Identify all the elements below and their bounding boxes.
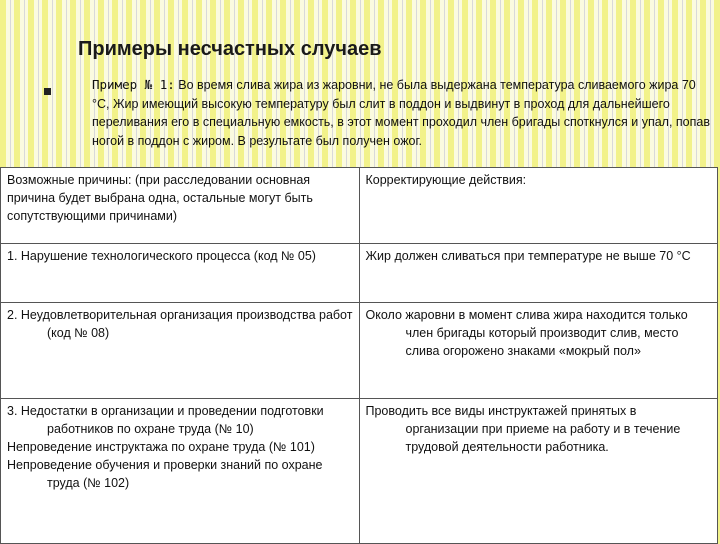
cause-cell xyxy=(1,399,360,544)
causes-actions-table xyxy=(0,167,718,544)
action-cell xyxy=(359,303,718,399)
table-row xyxy=(1,244,718,303)
action-text: Жир должен сливаться при температуре не выше 70 °С xyxy=(365,249,691,263)
bullet-marker xyxy=(44,88,51,95)
header-causes: Возможные причины: (при расследовании основная причина будет выбрана одна, остальные могут быть сопутствующими причинами) xyxy=(1,168,360,244)
header-actions: Корректирующие действия: xyxy=(359,168,718,244)
cause-line: 1. Нарушение технологического процесса (код № 05) xyxy=(7,249,316,263)
example-description xyxy=(92,76,714,150)
action-cell xyxy=(359,399,718,544)
action-text: Около жаровни в момент слива жира находится только член бригады который производит слив, место слива огорожено знаками «мокрый пол» xyxy=(365,308,688,358)
cause-line: 2. Неудовлетворительная организация производства работ (код № 08) xyxy=(7,308,353,340)
example-text: Во время слива жира из жаровни, не была выдержана температура сливаемого жира 70 °С, Жир имеющий высокую температуру был слит в поддон и выдвинут в проход для дальнейшего переливания его в специальную емкость, в этот момент проходил член бригады споткнулся и упал, попав ногой в поддон с жиром. В результате был получен ожог. xyxy=(92,78,710,148)
cause-line: Непроведение инструктажа по охране труда (№ 101) xyxy=(7,440,315,454)
table-header-row xyxy=(1,168,718,244)
cause-cell xyxy=(1,303,360,399)
cause-line: Непроведение обучения и проверки знаний по охране труда (№ 102) xyxy=(7,458,323,490)
table-row xyxy=(1,303,718,399)
cause-line: 3. Недостатки в организации и проведении подготовки работников по охране труда (№ 10) xyxy=(7,404,324,436)
example-lead: Пример № 1: xyxy=(92,77,175,92)
cause-cell xyxy=(1,244,360,303)
action-text: Проводить все виды инструктажей принятых в организации при приеме на работу и в течение трудовой деятельности работника. xyxy=(365,404,681,454)
slide-title: Примеры несчастных случаев xyxy=(78,38,382,60)
action-cell xyxy=(359,244,718,303)
table-row xyxy=(1,399,718,544)
